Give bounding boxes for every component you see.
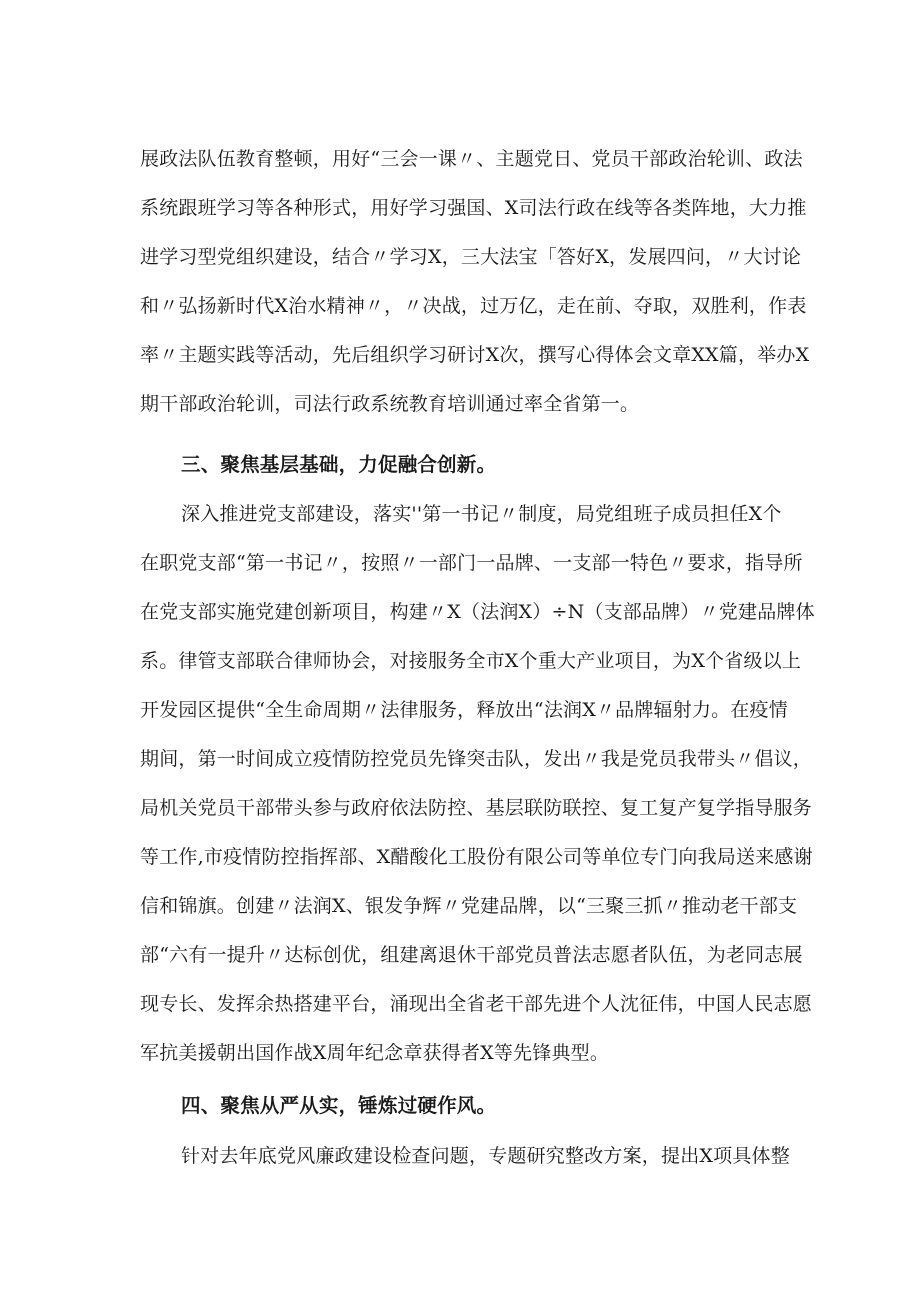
paragraph-line: 系。律管支部联合律师协会，对接服务全市X个重大产业项目，为X个省级以上 [140, 650, 802, 672]
paragraph-line: 部“六有一提升〃达标创优，组建离退休干部党员普法志愿者队伍，为老同志展 [140, 944, 803, 966]
section-heading-3: 三、聚焦基层基础，力促融合创新。 [181, 453, 497, 476]
paragraph-line: 等工作,市疫情防控指挥部、X醋酸化工股份有限公司等单位专门向我局送来感谢 [140, 846, 813, 868]
paragraph-line: 进学习型党组织建设，结合〃学习X，三大法宝「答好X，发展四问，〃大讨论 [140, 246, 802, 268]
paragraph-line: 和〃弘扬新时代X治水精神〃，〃决战，过万亿，走在前、夺取，双胜利，作表 [140, 295, 807, 317]
paragraph-line: 现专长、发挥余热搭建平台，涌现出全省老干部先进个人沈征伟，中国人民志愿 [140, 993, 813, 1015]
paragraph-line: 期间，第一时间成立疫情防控党员先锋突击队，发出〃我是党员我带头〃倡议， [140, 748, 813, 770]
section-heading-4: 四、聚焦从严从实，锤炼过硬作风。 [181, 1094, 497, 1117]
paragraph-line: 局机关党员干部带头参与政府依法防控、基层联防联控、复工复产复学指导服务 [140, 797, 813, 819]
paragraph-line: 展政法队伍教育整顿，用好“三会一课〃、主题党日、党员干部政治轮训、政法 [140, 148, 803, 170]
paragraph-line: 期干部政治轮训，司法行政系统教育培训通过率全省第一。 [140, 393, 640, 415]
paragraph-line: 军抗美援朝出国作战X周年纪念章获得者X等先锋典型。 [140, 1042, 610, 1064]
paragraph-line: 针对去年底党风廉政建设检查问题，专题研究整改方案，提出X项具体整 [181, 1145, 790, 1167]
paragraph-line: 系统跟班学习等各种形式，用好学习强国、X司法行政在线等各类阵地，大力推 [140, 197, 807, 219]
paragraph-line: 深入推进党支部建设，落实''第一书记〃制度，局党组班子成员担任X个 [181, 503, 782, 525]
paragraph-line: 率〃主题实践等活动，先后组织学习研讨X次，撰写心得体会文章XX篇，举办X [140, 344, 810, 366]
paragraph-line: 在党支部实施党建创新项目，构建〃X（法润X）÷N（支部品牌）〃党建品牌体 [140, 601, 815, 623]
paragraph-line: 开发园区提供“全生命周期〃法律服务，释放出“法润X〃品牌辐射力。在疫情 [140, 699, 788, 721]
paragraph-line: 在职党支部“第一书记〃，按照〃一部门一品牌、一支部一特色〃要求，指导所 [140, 552, 803, 574]
paragraph-line: 信和锦旗。创建〃法润X、银发争辉〃党建品牌，以“三聚三抓〃推动老干部支 [140, 895, 798, 917]
